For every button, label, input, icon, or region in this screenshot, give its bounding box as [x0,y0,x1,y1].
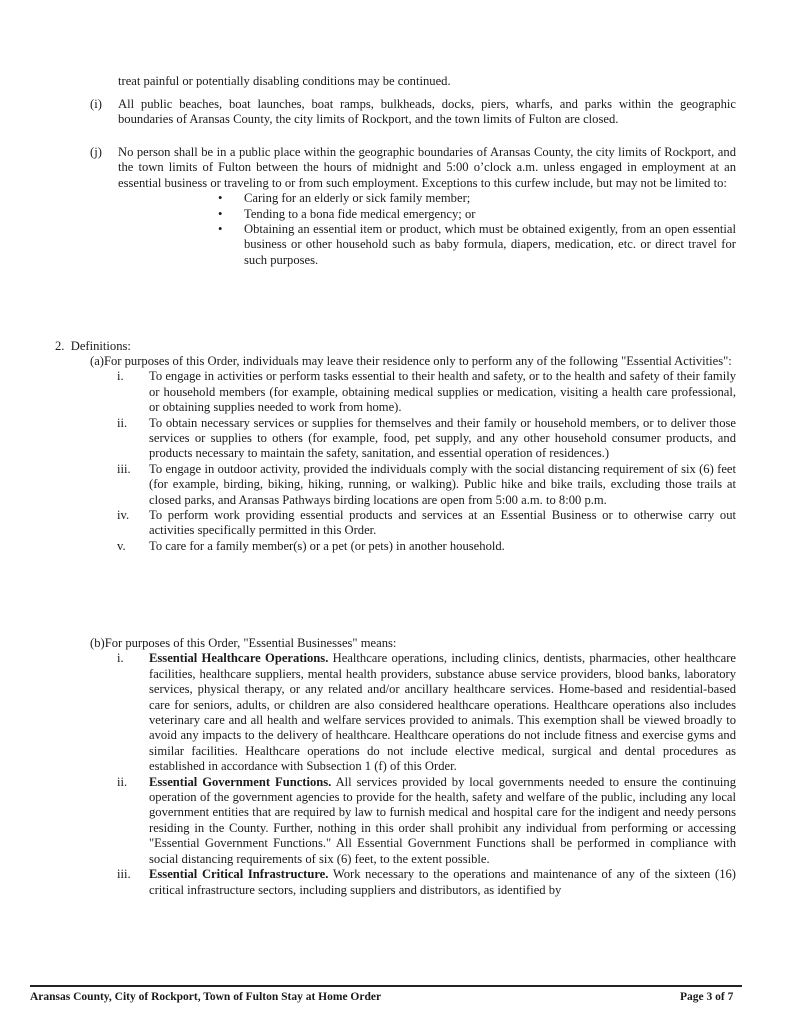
item-heading: Essential Critical Infrastructure. [149,867,329,882]
list-item: i. To engage in activities or perform tasks essential to their health and safety, or to the health and safety of their family or household members (for example, obtaining medical supplies or medication, visiting a health care professional, or obtaining supplies needed to work from home). [117,369,736,415]
subsection-a [90,354,736,554]
item-heading: Essential Healthcare Operations. [149,651,329,666]
subsection-b [90,636,736,898]
item-heading: Essential Government Functions. [149,774,332,789]
subsection-text: For purposes of this Order, "Essential Businesses" means: [104,636,397,650]
section-title: Definitions: [70,339,131,353]
clause-j [90,145,736,268]
list-item: iv. To perform work providing essential products and services at an Essential Business or to otherwise carry out activities specifically permitted in this Order. [117,508,736,538]
list-item: iii. To engage in outdoor activity, provided the individuals comply with the social distancing requirement of six (6) feet (for example, birding, biking, hiking, running, or walking). Public hike and bike trails, excluding those trails at closed parks, and Aransas Pathways birding locations are open from 5:00 a.m. to 8:00 p.m. [117,461,736,507]
footer-title: Aransas County, City of Rockport, Town of Fulton Stay at Home Order [30,991,382,1003]
clause-i [90,97,736,128]
clause-text: No person shall be in a public place within the geographic boundaries of Aransas County, the city limits of Rockport, and the town limits of Fulton between the hours of midnight and 5:00 o’clock a.m. unless engaged in employment at an essential business or traveling to or from such employment. Exceptions to this curfew include, but may not be limited to: [118,145,736,190]
subsection-label: (b) [90,636,105,650]
list-item: • Obtaining an essential item or product, which must be obtained exigently, from an open essential business or other household such as baby formula, diapers, medication, etc. or direct travel for such purposes. [218,222,736,267]
bullet-icon: • [218,222,223,237]
clause-label: (j) [90,145,102,159]
clause-text: All public beaches, boat launches, boat ramps, bulkheads, docks, piers, wharfs, and parks within the geographic boundaries of Aransas County, the city limits of Rockport, and the town limits of Fulton are closed. [118,97,736,127]
list-item: • Tending to a bona fide medical emergency; or [218,206,476,221]
list-item: i. Essential Healthcare Operations. Healthcare operations, including clinics, dentists, pharmacies, other healthcare facilities, healthcare suppliers, mental health providers, substance abuse service providers, blood banks, laboratory services, physical therapy, or any related and/or ancillary healthcare services. Home-based and residential-based care for seniors, adults, or children are also considered healthcare operations. Healthcare operations also includes veterinary care and all health and welfare services provided to animals. This exemption shall be viewed broadly to avoid any impacts to the delivery of healthcare. Healthcare operations do not include fitness and exercise gyms and similar facilities. Healthcare operations do not include elective medical, surgical and dental procedures as established in accordance with Subsection 1 (f) of this Order. [117,651,737,774]
curfew-exceptions-list [218,191,736,268]
essential-activities-list [117,369,736,554]
subsection-text: For purposes of this Order, individuals may leave their residence only to perform any of the following "Essential Activities": [103,354,732,368]
list-item: v. To care for a family member(s) or a pet (or pets) in another household. [117,538,505,553]
list-item: iii. Essential Critical Infrastructure. Work necessary to the operations and maintenance of any of the sixteen (16) critical infrastructure sectors, including suppliers and distributors, as identified by [117,867,736,897]
continuation-text: treat painful or potentially disabling conditions may be continued. [118,74,451,88]
essential-businesses-list [117,651,736,898]
clause-label: (i) [90,97,102,111]
list-item: ii. To obtain necessary services or supplies for themselves and their family or household members, or to deliver those services or supplies to others (for example, food, pet supply, and any other household consumer products, and products necessary to maintain the safety, sanitation, and essential operation of residences.) [117,415,736,461]
bullet-icon: • [218,206,223,221]
bullet-icon: • [218,191,223,206]
footer-divider [30,985,742,987]
list-item: ii. Essential Government Functions. All services provided by local governments needed to ensure the continuing operation of the government agencies to provide for the health, safety and welfare of the public, including any local government entities that are required by law to furnish medical and hospital care for the indigent and needy persons residing in the County. Further, nothing in this order shall prohibit any individual from performing or accessing "Essential Government Functions." All Essential Government Functions shall be performed in compliance with social distancing requirements of six (6) feet, to the extent possible. [117,774,736,866]
section-number: 2. [55,339,65,353]
section-2-heading [55,339,745,354]
subsection-label: (a) [90,354,104,368]
page-number: Page 3 of 7 [680,991,734,1003]
list-item: • Caring for an elderly or sick family member; [218,191,471,206]
